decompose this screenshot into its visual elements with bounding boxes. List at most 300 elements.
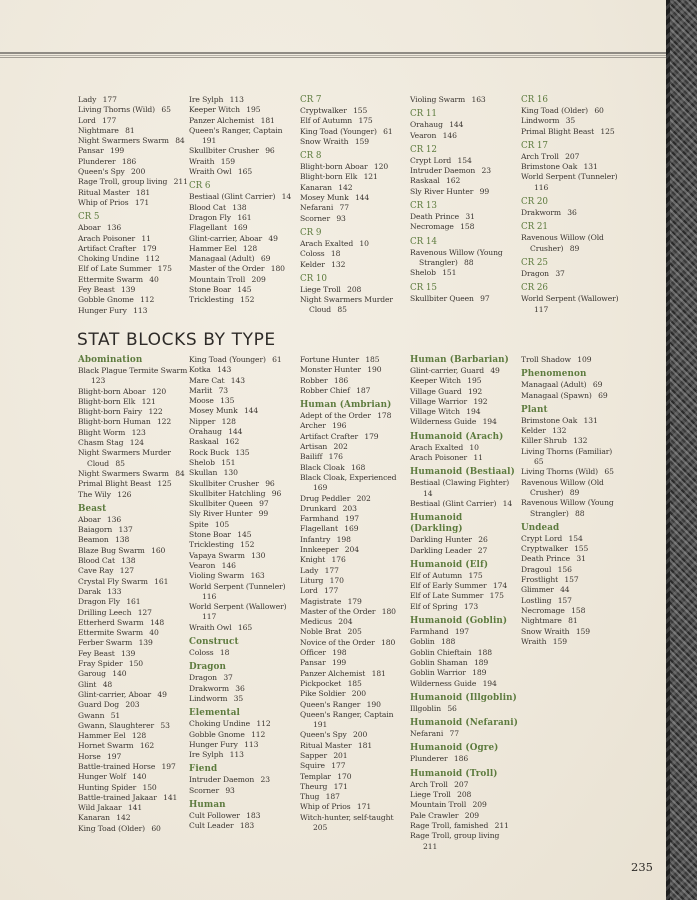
entry-page-number: 138 — [115, 535, 130, 545]
entry-page-number: 200 — [351, 689, 366, 699]
index-entry — [78, 659, 188, 669]
entry-page-number: 209 — [251, 274, 266, 284]
index-entry — [300, 376, 406, 386]
entry-name: Fey Beast — [78, 648, 115, 658]
index-entry — [189, 509, 297, 519]
index-entry — [300, 710, 406, 731]
entry-page-number: 183 — [239, 821, 255, 831]
index-entry — [300, 295, 406, 316]
index-entry — [410, 780, 518, 790]
entry-name: Mountain Troll — [189, 274, 246, 284]
index-entry — [78, 177, 188, 187]
index-heading: CR 21 — [521, 222, 548, 233]
entry-name: Aboar — [78, 223, 101, 233]
entry-name: Farmhand — [300, 514, 339, 524]
index-entry — [189, 376, 297, 386]
entry-name: Intruder Daemon — [410, 166, 476, 176]
index-entry — [78, 690, 188, 700]
index-entry — [410, 658, 518, 668]
entry-name: Officer — [300, 648, 326, 658]
entry-page-number: 131 — [583, 415, 598, 425]
index-entry — [300, 586, 406, 596]
cr-index-column-3 — [300, 95, 406, 316]
index-entry — [300, 741, 406, 751]
index-entry — [189, 105, 297, 115]
index-entry — [78, 700, 188, 710]
index-entry — [78, 448, 188, 469]
entry-page-number: 61 — [272, 355, 282, 364]
entry-page-number: 159 — [354, 136, 370, 146]
entry-page-number: 88 — [464, 257, 474, 267]
index-entry — [300, 669, 406, 679]
entry-name: Necromage — [410, 222, 454, 232]
entry-page-number: 89 — [569, 243, 580, 253]
type-index-column-2 — [189, 355, 297, 832]
index-entry — [78, 669, 188, 679]
entry-page-number: 69 — [592, 380, 603, 390]
index-entry — [410, 248, 518, 269]
index-entry — [78, 136, 188, 146]
entry-page-number: 188 — [477, 647, 492, 657]
index-entry — [521, 447, 621, 468]
entry-page-number: 181 — [135, 187, 151, 197]
index-entry — [521, 627, 621, 637]
index-entry — [410, 546, 518, 556]
index-heading: Humanoid (Nefarani) — [410, 718, 518, 729]
entry-name: Skullan — [189, 468, 218, 478]
entry-name: Drunkard — [300, 503, 337, 513]
index-entry — [300, 524, 406, 534]
entry-page-number: 121 — [363, 172, 378, 182]
entry-page-number: 179 — [364, 431, 379, 441]
entry-page-number: 89 — [569, 487, 580, 497]
index-entry — [521, 391, 621, 401]
index-entry — [78, 285, 188, 295]
index-heading: CR 13 — [410, 201, 437, 212]
index-entry — [78, 577, 188, 587]
entry-name: Ravenous Willow (Old Crusher) — [521, 233, 604, 253]
index-entry — [78, 721, 188, 731]
index-entry — [300, 617, 406, 627]
entry-name: Primal Blight Beast — [521, 126, 595, 136]
entry-page-number: 138 — [121, 556, 136, 566]
entry-page-number: 162 — [139, 741, 155, 751]
entry-page-number: 49 — [268, 233, 278, 243]
index-heading: Humanoid (Bestiaal) — [410, 467, 515, 478]
cr-index-column-5 — [521, 95, 621, 315]
entry-page-number: 170 — [337, 771, 352, 781]
entry-page-number: 81 — [125, 125, 135, 135]
entry-name: Elf of Late Summer — [78, 264, 152, 274]
entry-page-number: 135 — [235, 447, 250, 457]
entry-name: Ravenous Willow (Young Strangler) — [521, 498, 614, 518]
entry-page-number: 177 — [324, 586, 339, 596]
index-entry — [300, 658, 406, 668]
entry-name: Arch Troll — [521, 151, 559, 161]
index-entry — [410, 704, 518, 714]
entry-page-number: 198 — [336, 534, 351, 544]
cr-index-column-4 — [410, 95, 518, 304]
index-entry — [410, 679, 518, 689]
index-entry — [189, 244, 297, 254]
index-entry — [521, 616, 621, 626]
entry-page-number: 200 — [352, 730, 368, 740]
entry-name: Stone Boar — [189, 530, 231, 540]
entry-name: Keeper Witch — [410, 376, 461, 386]
index-entry — [189, 530, 297, 540]
index-heading: Plant — [521, 404, 548, 415]
entry-name: Medicus — [300, 617, 332, 627]
entry-page-number: 105 — [214, 519, 230, 529]
entry-name: Knight — [300, 555, 326, 565]
entry-name: Death Prince — [521, 554, 571, 564]
entry-name: Drug Peddler — [300, 493, 351, 503]
index-entry — [410, 754, 518, 764]
index-entry — [521, 467, 621, 477]
entry-page-number: 65 — [604, 467, 614, 477]
entry-page-number: 35 — [233, 693, 244, 703]
index-heading: Beast — [78, 503, 107, 514]
entry-name: Master of the Order — [189, 264, 265, 274]
index-heading: Humanoid (Goblin) — [410, 616, 508, 627]
entry-name: Skullbiter Crusher — [189, 146, 259, 156]
entry-page-number: 116 — [202, 591, 217, 601]
entry-page-number: 191 — [202, 136, 217, 146]
entry-page-number: 186 — [453, 754, 469, 764]
index-entry — [521, 637, 621, 647]
entry-page-number: 186 — [333, 375, 349, 385]
index-entry — [78, 428, 188, 438]
entry-name: Night Swarmers Murder Cloud — [300, 295, 393, 315]
index-entry — [521, 436, 621, 446]
entry-name: Orahaug — [410, 120, 443, 130]
index-entry — [410, 176, 518, 186]
entry-page-number: 93 — [225, 785, 235, 795]
entry-page-number: 26 — [478, 535, 488, 545]
entry-name: Lindworm — [189, 693, 228, 703]
entry-name: Lord — [78, 115, 96, 125]
entry-page-number: 85 — [115, 458, 125, 468]
index-entry — [300, 285, 406, 295]
entry-name: Drakworm — [189, 683, 229, 693]
index-entry — [189, 489, 297, 499]
index-entry — [521, 269, 621, 279]
entry-page-number: 121 — [141, 396, 156, 406]
index-heading: Human (Ambrian) — [300, 400, 392, 411]
index-entry — [410, 499, 518, 509]
entry-page-number: 40 — [149, 274, 159, 284]
entry-name: Beamon — [78, 535, 109, 545]
cr-index-column-1 — [78, 95, 188, 316]
entry-page-number: 171 — [134, 197, 150, 207]
index-entry — [410, 156, 518, 166]
index-entry — [78, 244, 188, 254]
entry-page-number: 151 — [442, 268, 457, 278]
entry-name: Hunger Fury — [78, 305, 127, 315]
entry-page-number: 174 — [492, 581, 508, 591]
entry-page-number: 60 — [594, 106, 604, 115]
entry-page-number: 192 — [467, 386, 483, 396]
index-entry — [521, 416, 621, 426]
index-entry — [300, 452, 406, 462]
entry-page-number: 142 — [338, 182, 353, 192]
index-entry — [189, 264, 297, 274]
entry-page-number: 207 — [454, 779, 469, 789]
entry-name: Hornet Swarm — [78, 741, 134, 751]
index-entry — [189, 116, 297, 126]
entry-name: Arach Poisoner — [78, 233, 136, 243]
index-entry — [410, 120, 518, 130]
index-entry — [410, 668, 518, 678]
entry-name: King Toad (Older) — [78, 823, 145, 833]
entry-name: Sly River Hunter — [189, 509, 253, 519]
entry-name: Skullbiter Queen — [189, 499, 253, 509]
entry-page-number: 88 — [575, 508, 585, 518]
entry-name: Frostlight — [521, 575, 559, 585]
index-entry — [78, 772, 188, 782]
index-entry — [189, 750, 297, 760]
entry-page-number: 69 — [598, 390, 608, 400]
entry-name: Lord — [300, 586, 318, 596]
entry-page-number: 99 — [258, 509, 269, 519]
index-entry — [189, 427, 297, 437]
entry-page-number: 189 — [472, 668, 487, 678]
entry-page-number: 128 — [221, 416, 236, 426]
entry-name: Kotka — [189, 365, 211, 375]
entry-page-number: 150 — [128, 659, 144, 669]
entry-page-number: 169 — [313, 483, 328, 493]
index-entry — [78, 597, 188, 607]
entry-name: Pansar — [78, 146, 104, 156]
entry-name: Bailiff — [300, 452, 323, 462]
entry-page-number: 132 — [573, 436, 588, 446]
index-entry — [410, 366, 518, 376]
index-entry — [78, 306, 188, 316]
entry-page-number: 73 — [218, 385, 229, 395]
entry-name: Living Thorns (Familiar) — [521, 446, 613, 456]
entry-name: Nightmare — [521, 616, 562, 626]
index-entry — [521, 596, 621, 606]
entry-name: Ire Sylph — [189, 95, 224, 104]
entry-page-number: 23 — [260, 775, 270, 785]
index-entry — [78, 254, 188, 264]
entry-name: Infantry — [300, 534, 331, 544]
index-entry — [521, 380, 621, 390]
entry-name: Orahaug — [189, 427, 222, 437]
entry-name: Blight-born Elk — [78, 396, 136, 406]
entry-page-number: 77 — [339, 203, 349, 213]
entry-page-number: 177 — [324, 565, 339, 575]
entry-page-number: 181 — [371, 668, 386, 678]
entry-page-number: 169 — [344, 524, 359, 534]
index-entry — [189, 540, 297, 550]
entry-name: Scorner — [189, 785, 219, 795]
entry-page-number: 158 — [460, 222, 475, 232]
index-entry — [189, 448, 297, 458]
decorative-page-border — [666, 0, 697, 900]
entry-name: Hunger Fury — [189, 739, 238, 749]
entry-name: Darak — [78, 586, 101, 596]
index-entry — [300, 260, 406, 270]
entry-page-number: 140 — [112, 669, 127, 679]
index-entry — [189, 275, 297, 285]
index-entry — [410, 443, 518, 453]
entry-name: Rage Troll, famished — [410, 820, 489, 830]
entry-page-number: 125 — [600, 126, 615, 136]
entry-page-number: 163 — [250, 571, 265, 581]
index-entry — [78, 490, 188, 500]
entry-name: Ettermite Swarm — [78, 274, 143, 284]
entry-page-number: 156 — [557, 564, 572, 574]
index-heading: Dragon — [189, 662, 226, 673]
entry-page-number: 170 — [329, 575, 344, 585]
entry-page-number: 169 — [233, 223, 248, 233]
entry-name: Managaal (Spawn) — [521, 390, 592, 400]
entry-name: Queen's Ranger — [300, 699, 361, 709]
index-entry — [78, 234, 188, 244]
entry-name: Bestiaal (Glint Carrier) — [189, 192, 276, 202]
entry-page-number: 35 — [565, 116, 576, 126]
index-entry — [521, 106, 621, 116]
entry-name: Hunger Wolf — [78, 772, 126, 782]
entry-page-number: 85 — [337, 305, 347, 315]
index-entry — [78, 711, 188, 721]
index-entry — [189, 126, 297, 147]
entry-name: Ettermite Swarm — [78, 628, 143, 638]
entry-name: Nipper — [189, 416, 216, 426]
entry-page-number: 81 — [568, 616, 578, 626]
index-entry — [78, 638, 188, 648]
index-entry — [300, 494, 406, 504]
index-entry — [300, 679, 406, 689]
entry-name: Elf of Early Summer — [410, 581, 487, 591]
entry-page-number: 122 — [156, 417, 172, 427]
index-entry — [78, 295, 188, 305]
entry-page-number: 139 — [121, 648, 136, 658]
entry-name: Gwann — [78, 710, 105, 720]
index-entry — [189, 223, 297, 233]
index-entry — [189, 811, 297, 821]
index-entry — [78, 680, 188, 690]
index-entry — [189, 673, 297, 683]
entry-page-number: 195 — [467, 376, 482, 386]
entry-name: Raskaal — [189, 437, 219, 447]
index-entry — [521, 585, 621, 595]
index-entry — [300, 193, 406, 203]
entry-name: Lady — [300, 565, 319, 575]
index-entry — [78, 223, 188, 233]
entry-page-number: 99 — [479, 186, 490, 196]
entry-name: Dragoul — [521, 564, 552, 574]
entry-page-number: 48 — [102, 679, 113, 689]
index-entry — [78, 752, 188, 762]
index-entry — [410, 831, 518, 852]
entry-page-number: 143 — [217, 365, 232, 375]
entry-name: Master of the Order — [300, 606, 376, 616]
index-heading: Undead — [521, 522, 560, 533]
entry-name: Wraith — [521, 636, 547, 646]
index-entry — [189, 95, 297, 105]
entry-name: Gwann, Slaughterer — [78, 720, 155, 730]
index-entry — [189, 551, 297, 561]
index-entry — [521, 208, 621, 218]
index-entry — [410, 800, 518, 810]
index-heading: CR 5 — [78, 212, 100, 223]
index-entry — [410, 397, 518, 407]
index-entry — [189, 295, 297, 305]
index-entry — [300, 627, 406, 637]
entry-name: Kelder — [300, 259, 325, 269]
entry-page-number: 154 — [568, 533, 583, 543]
index-heading: Human — [189, 799, 226, 810]
index-entry — [78, 264, 188, 274]
index-entry — [189, 730, 297, 740]
entry-name: World Serpent (Wallower) — [189, 602, 287, 612]
entry-name: Vapaya Swarm — [189, 550, 245, 560]
entry-name: Marlit — [189, 385, 213, 395]
entry-page-number: 197 — [161, 761, 176, 771]
entry-name: Mosey Munk — [300, 193, 349, 203]
index-heading: CR 17 — [521, 140, 548, 151]
entry-name: Robber — [300, 375, 328, 385]
entry-name: Bestiaal (Glint Carrier) — [410, 498, 497, 508]
entry-page-number: 208 — [457, 790, 472, 800]
index-entry — [521, 162, 621, 172]
index-entry — [189, 406, 297, 416]
index-entry — [78, 546, 188, 556]
index-entry — [410, 591, 518, 601]
entry-name: Illgoblin — [410, 703, 441, 713]
entry-page-number: 200 — [130, 167, 146, 177]
entry-page-number: 144 — [228, 427, 243, 437]
entry-name: Mosey Munk — [189, 406, 238, 416]
entry-page-number: 162 — [446, 176, 461, 186]
entry-name: Lindworm — [521, 116, 560, 126]
index-entry — [410, 811, 518, 821]
index-heading: CR 20 — [521, 197, 548, 208]
entry-page-number: 18 — [219, 648, 230, 658]
entry-name: Fray Spider — [78, 659, 123, 669]
entry-page-number: 161 — [154, 576, 169, 586]
index-entry — [189, 499, 297, 509]
entry-name: Hunting Spider — [78, 782, 137, 792]
index-entry — [300, 761, 406, 771]
index-heading: Elemental — [189, 708, 240, 719]
entry-page-number: 51 — [110, 710, 121, 720]
index-entry — [189, 623, 297, 633]
index-entry — [300, 355, 406, 365]
entry-page-number: 113 — [229, 95, 244, 104]
entry-name: Panzer Alchemist — [189, 115, 255, 125]
entry-page-number: 199 — [331, 658, 347, 668]
entry-page-number: 161 — [126, 597, 141, 607]
entry-page-number: 159 — [552, 636, 567, 646]
entry-name: Troll Shadow — [521, 355, 571, 364]
entry-page-number: 133 — [107, 586, 122, 596]
entry-page-number: 77 — [449, 729, 459, 739]
index-entry — [78, 803, 188, 813]
entry-name: Blight-born Human — [78, 417, 151, 427]
index-entry — [410, 821, 518, 831]
index-entry — [189, 561, 297, 571]
index-entry — [189, 684, 297, 694]
index-entry — [78, 275, 188, 285]
entry-page-number: 61 — [383, 126, 393, 136]
index-heading: Humanoid (Ogre) — [410, 743, 499, 754]
header-rule — [0, 52, 666, 58]
index-entry — [78, 762, 188, 772]
entry-name: Blight-born Elk — [300, 172, 358, 182]
